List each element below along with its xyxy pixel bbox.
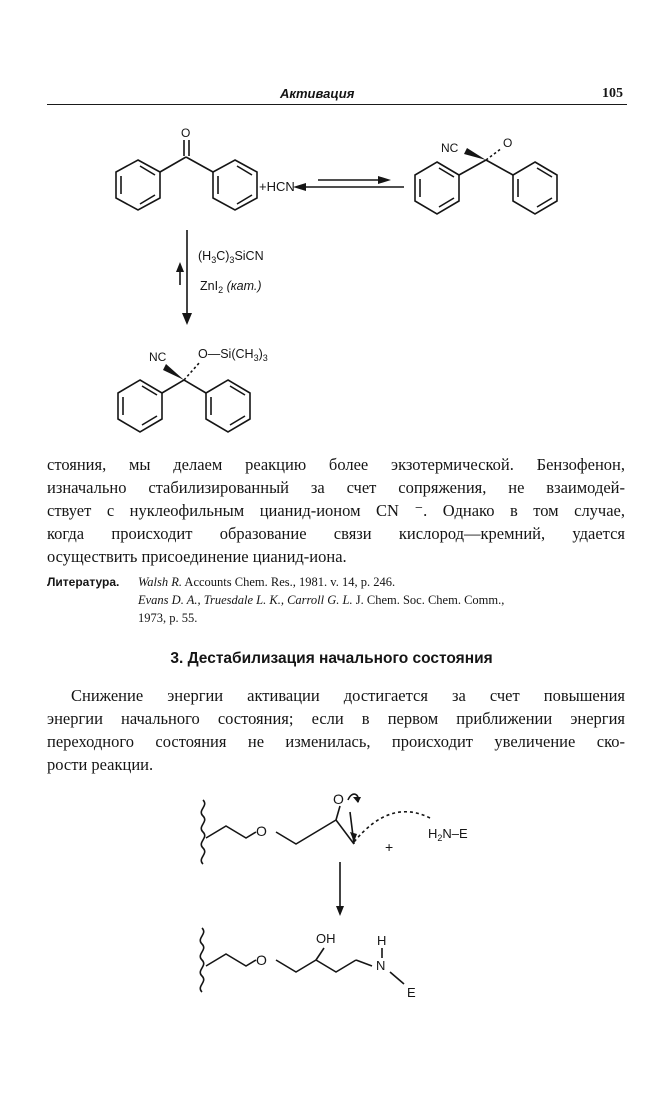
running-header-title: Активация bbox=[280, 86, 355, 101]
nitrogen-label: N bbox=[376, 958, 386, 973]
section-heading: 3. Дестабилизация начального состояния bbox=[170, 650, 493, 667]
epoxide-ring-opening-scheme bbox=[0, 775, 663, 1100]
page-number: 105 bbox=[602, 86, 623, 101]
benzene-ring-right bbox=[213, 160, 257, 210]
oxygen-label-top: O bbox=[503, 136, 513, 150]
benzene-ring-top-left bbox=[415, 162, 459, 214]
paragraph-continuation bbox=[47, 453, 625, 568]
nucleophilic-attack-arrow bbox=[354, 812, 430, 842]
paragraph-line: переходного состояния не изменилась, происходит увеличение ско- bbox=[47, 732, 625, 751]
references-label: Литература. bbox=[47, 575, 120, 589]
ether-oxygen-label: O bbox=[256, 952, 267, 968]
paragraph-line: стояния, мы делаем реакцию более экзотермической. Бензофенон, bbox=[47, 455, 625, 474]
benzene-ring-left bbox=[116, 160, 160, 210]
paragraph-line: Снижение энергии активации достигается за счет повышения bbox=[71, 686, 625, 705]
header-rule bbox=[47, 104, 627, 105]
reference-source: J. Chem. Soc. Chem. Comm., bbox=[352, 593, 505, 607]
silyl-ether-label: $O—Si(CH_3)_3$ bbox=[198, 347, 268, 363]
paragraph-line: изначально стабилизированный за счет сопряжения, не взаимодей- bbox=[47, 478, 625, 497]
plus-sign: + bbox=[385, 839, 394, 855]
benzophenone-cyanation-scheme bbox=[0, 110, 663, 440]
carbonyl-oxygen-label: O bbox=[181, 126, 191, 140]
reagent-tmscn-label: $(H_3C)_3SiCN$ bbox=[198, 249, 264, 265]
paragraph-line: осуществить присоединение цианид-иона. bbox=[47, 547, 347, 566]
paragraph-line: когда происходит образование связи кислород—кремний, удается bbox=[47, 524, 625, 543]
hcn-label: +HCN bbox=[259, 179, 295, 194]
reference-authors: Evans D. A., Truesdale L. K., Carroll G. L. bbox=[138, 593, 353, 607]
substituent-e-label: E bbox=[407, 985, 416, 1000]
reagent-zni2-label: ZnI$_2$ (кат.) bbox=[200, 279, 262, 295]
paragraph-destabilization bbox=[47, 684, 625, 776]
reference-source: 1973, p. 55. bbox=[138, 611, 198, 625]
benzene-ring-bottom-left bbox=[118, 380, 162, 432]
hydroxyl-label: OH bbox=[316, 931, 336, 946]
paragraph-line: ствует с нуклеофильным цианид-ионом CN ⁻. Однако в том случае, bbox=[47, 501, 625, 520]
benzene-ring-bottom-right bbox=[206, 380, 250, 432]
reference-item bbox=[138, 609, 197, 627]
reference-item bbox=[138, 591, 504, 609]
ether-oxygen-label: O bbox=[256, 823, 267, 839]
amine-reagent-label: $H_2N-E$ bbox=[428, 826, 468, 843]
paragraph-line: энергии начального состояния; если в первом приближении энергия bbox=[47, 709, 625, 728]
paragraph-line: рости реакции. bbox=[47, 755, 154, 774]
hydrogen-label: H bbox=[377, 933, 387, 948]
reference-item bbox=[138, 573, 395, 591]
polymer-support-wavy-top bbox=[201, 800, 204, 864]
benzene-ring-top-right bbox=[513, 162, 557, 214]
cyano-label-bottom: NC bbox=[149, 350, 167, 364]
polymer-support-wavy-bottom bbox=[200, 928, 203, 992]
reference-source: Accounts Chem. Res., 1981. v. 14, p. 246. bbox=[182, 575, 396, 589]
epoxide-oxygen-label: O bbox=[333, 791, 344, 807]
reference-authors: Walsh R. bbox=[138, 575, 182, 589]
cyano-label-top: NC bbox=[441, 141, 459, 155]
